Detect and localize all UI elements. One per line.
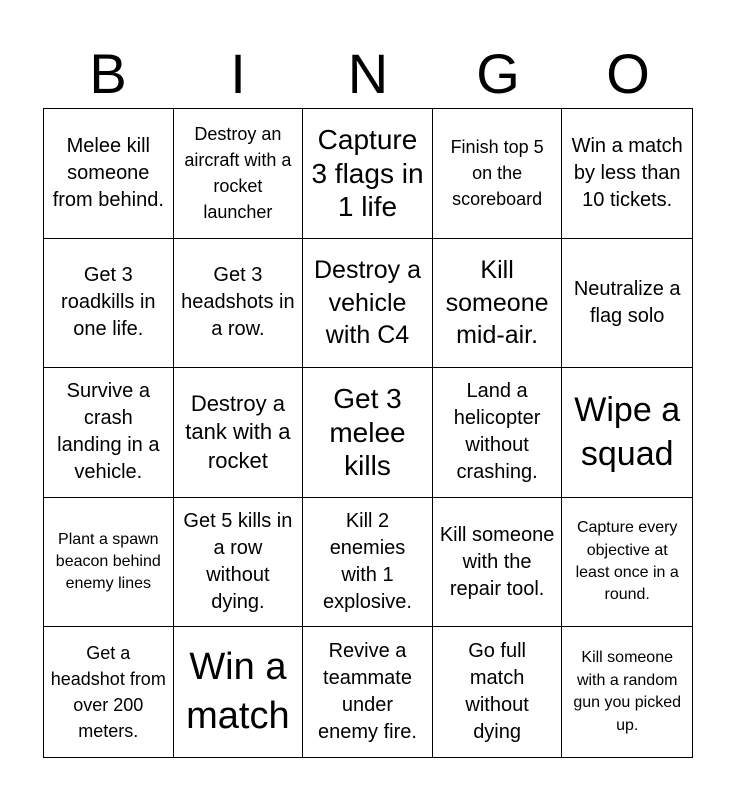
bingo-header bbox=[43, 40, 693, 108]
header-letter-i: I bbox=[230, 42, 246, 105]
bingo-cell[interactable]: Melee kill someone from behind. bbox=[44, 109, 174, 239]
bingo-cell[interactable]: Destroy an aircraft with a rocket launcher bbox=[174, 109, 304, 239]
bingo-cell[interactable]: Get 3 headshots in a row. bbox=[174, 239, 304, 369]
bingo-cell[interactable]: Finish top 5 on the scoreboard bbox=[433, 109, 563, 239]
header-letter-o: O bbox=[606, 42, 650, 105]
bingo-cell[interactable]: Get 3 melee kills bbox=[303, 368, 433, 498]
bingo-cell[interactable]: Get a headshot from over 200 meters. bbox=[44, 627, 174, 757]
bingo-board bbox=[43, 108, 693, 758]
bingo-cell[interactable]: Win a match bbox=[174, 627, 304, 757]
bingo-cell[interactable]: Survive a crash landing in a vehicle. bbox=[44, 368, 174, 498]
bingo-cell[interactable]: Get 5 kills in a row without dying. bbox=[174, 498, 304, 628]
bingo-cell[interactable]: Revive a teammate under enemy fire. bbox=[303, 627, 433, 757]
header-letter-n: N bbox=[347, 42, 389, 105]
bingo-cell[interactable]: Neutralize a flag solo bbox=[562, 239, 692, 369]
header-letter-b: B bbox=[89, 42, 127, 105]
bingo-cell[interactable]: Kill someone mid-air. bbox=[433, 239, 563, 369]
header-letter-g: G bbox=[476, 42, 520, 105]
bingo-cell[interactable]: Kill 2 enemies with 1 explosive. bbox=[303, 498, 433, 628]
bingo-cell[interactable]: Go full match without dying bbox=[433, 627, 563, 757]
bingo-cell[interactable]: Wipe a squad bbox=[562, 368, 692, 498]
bingo-cell[interactable]: Capture every objective at least once in a round. bbox=[562, 498, 692, 628]
bingo-cell[interactable]: Plant a spawn beacon behind enemy lines bbox=[44, 498, 174, 628]
bingo-cell[interactable]: Get 3 roadkills in one life. bbox=[44, 239, 174, 369]
bingo-cell[interactable]: Capture 3 flags in 1 life bbox=[303, 109, 433, 239]
bingo-cell[interactable]: Win a match by less than 10 tickets. bbox=[562, 109, 692, 239]
bingo-cell[interactable]: Destroy a vehicle with C4 bbox=[303, 239, 433, 369]
bingo-cell[interactable]: Kill someone with a random gun you picked up. bbox=[573, 649, 682, 734]
bingo-cell[interactable]: Destroy a tank with a rocket bbox=[174, 368, 304, 498]
bingo-cell[interactable]: Land a helicopter without crashing. bbox=[433, 368, 563, 498]
bingo-cell[interactable]: Kill someone with the repair tool. bbox=[433, 498, 563, 628]
